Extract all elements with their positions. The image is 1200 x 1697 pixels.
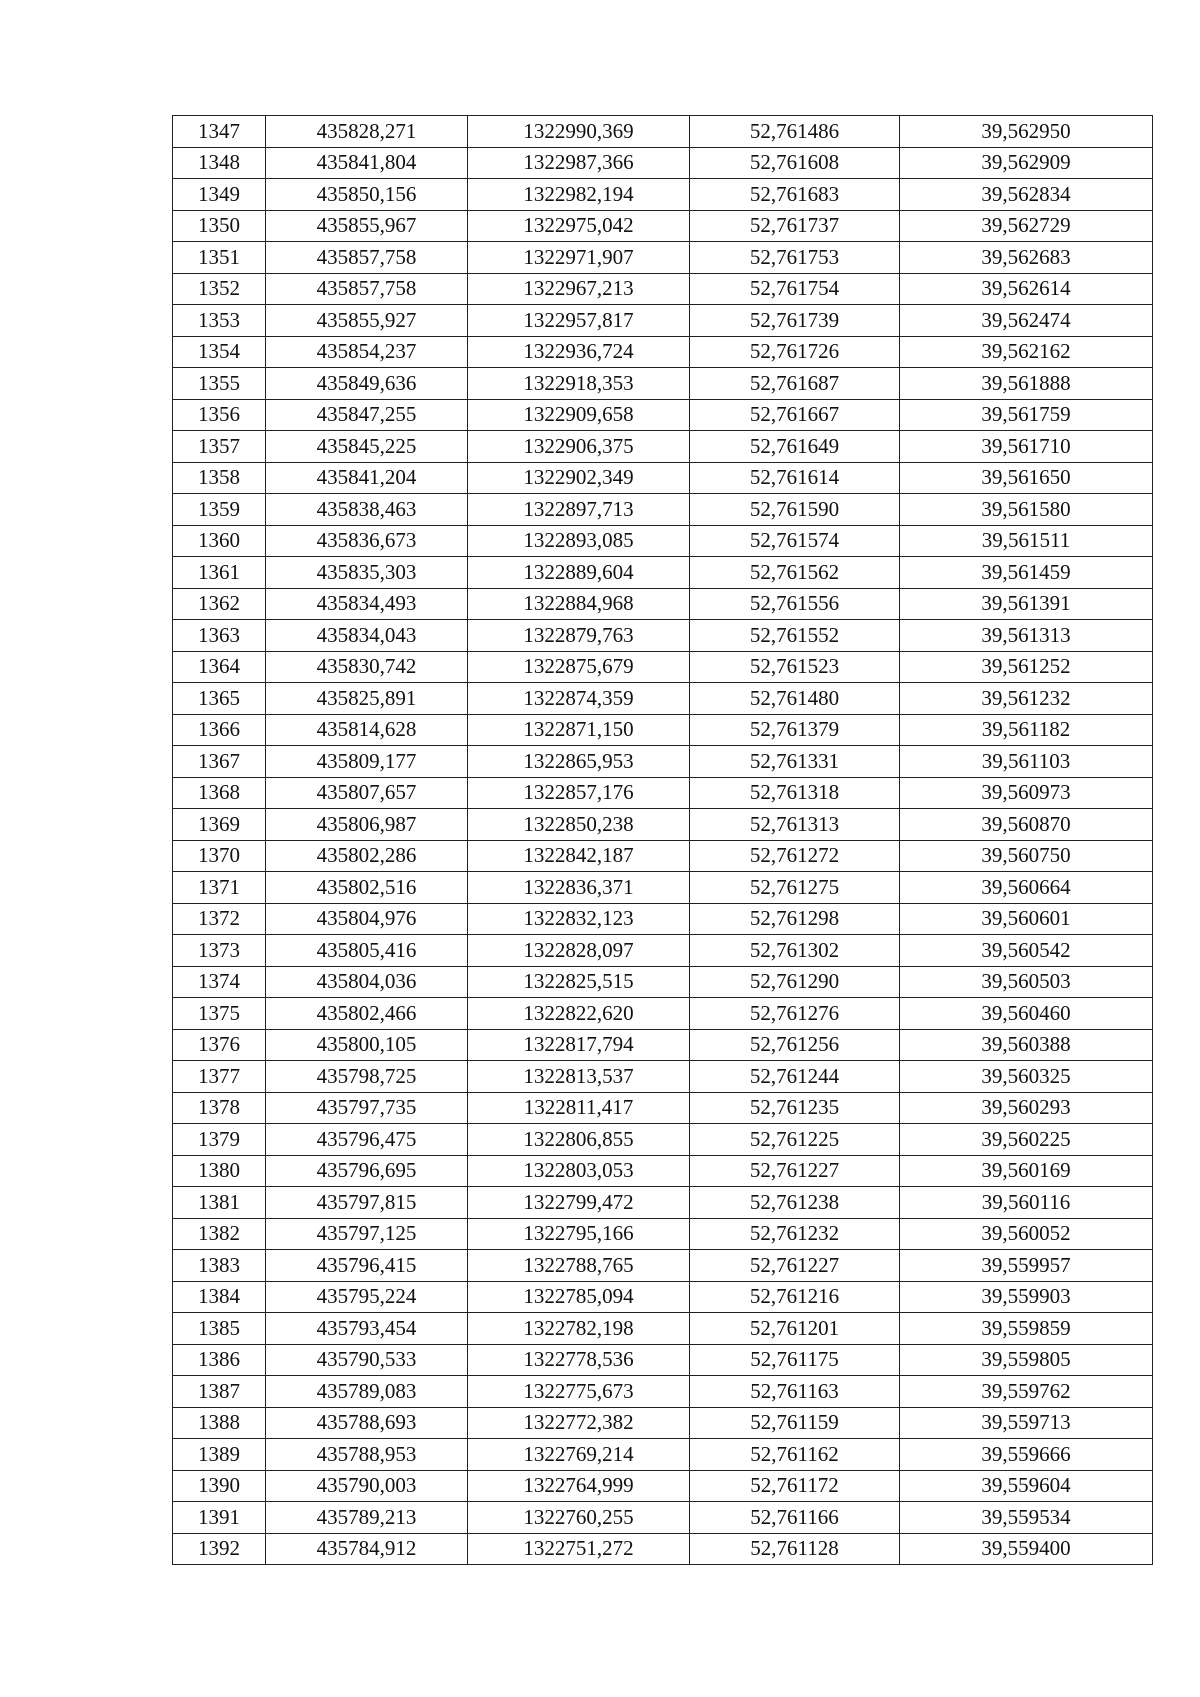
longitude-cell: 39,560870 [900, 809, 1153, 841]
y-coordinate-cell: 1322788,765 [468, 1250, 690, 1282]
x-coordinate-cell: 435788,953 [266, 1439, 468, 1471]
longitude-cell: 39,560225 [900, 1124, 1153, 1156]
longitude-cell: 39,561759 [900, 399, 1153, 431]
y-coordinate-cell: 1322811,417 [468, 1092, 690, 1124]
latitude-cell: 52,761276 [690, 998, 900, 1030]
x-coordinate-cell: 435789,083 [266, 1376, 468, 1408]
table-row [173, 809, 1153, 841]
x-coordinate-cell: 435814,628 [266, 714, 468, 746]
longitude-cell: 39,560460 [900, 998, 1153, 1030]
latitude-cell: 52,761175 [690, 1344, 900, 1376]
x-coordinate-cell: 435855,927 [266, 305, 468, 337]
x-coordinate-cell: 435802,466 [266, 998, 468, 1030]
latitude-cell: 52,761649 [690, 431, 900, 463]
point-number-cell: 1347 [173, 116, 266, 148]
table-row [173, 1313, 1153, 1345]
y-coordinate-cell: 1322850,238 [468, 809, 690, 841]
point-number-cell: 1351 [173, 242, 266, 274]
y-coordinate-cell: 1322902,349 [468, 462, 690, 494]
y-coordinate-cell: 1322764,999 [468, 1470, 690, 1502]
y-coordinate-cell: 1322897,713 [468, 494, 690, 526]
latitude-cell: 52,761590 [690, 494, 900, 526]
table-row [173, 462, 1153, 494]
y-coordinate-cell: 1322842,187 [468, 840, 690, 872]
point-number-cell: 1357 [173, 431, 266, 463]
latitude-cell: 52,761687 [690, 368, 900, 400]
table-row [173, 1502, 1153, 1534]
y-coordinate-cell: 1322836,371 [468, 872, 690, 904]
table-row [173, 840, 1153, 872]
point-number-cell: 1371 [173, 872, 266, 904]
latitude-cell: 52,761163 [690, 1376, 900, 1408]
x-coordinate-cell: 435796,475 [266, 1124, 468, 1156]
longitude-cell: 39,560973 [900, 777, 1153, 809]
latitude-cell: 52,761574 [690, 525, 900, 557]
latitude-cell: 52,761523 [690, 651, 900, 683]
x-coordinate-cell: 435788,693 [266, 1407, 468, 1439]
table-row [173, 683, 1153, 715]
latitude-cell: 52,761201 [690, 1313, 900, 1345]
latitude-cell: 52,761162 [690, 1439, 900, 1471]
longitude-cell: 39,559805 [900, 1344, 1153, 1376]
longitude-cell: 39,559713 [900, 1407, 1153, 1439]
y-coordinate-cell: 1322817,794 [468, 1029, 690, 1061]
longitude-cell: 39,562614 [900, 273, 1153, 305]
table-row [173, 746, 1153, 778]
point-number-cell: 1356 [173, 399, 266, 431]
x-coordinate-cell: 435800,105 [266, 1029, 468, 1061]
latitude-cell: 52,761726 [690, 336, 900, 368]
latitude-cell: 52,761244 [690, 1061, 900, 1093]
point-number-cell: 1374 [173, 966, 266, 998]
table-row [173, 1187, 1153, 1219]
longitude-cell: 39,562729 [900, 210, 1153, 242]
latitude-cell: 52,761298 [690, 903, 900, 935]
longitude-cell: 39,562683 [900, 242, 1153, 274]
y-coordinate-cell: 1322813,537 [468, 1061, 690, 1093]
point-number-cell: 1383 [173, 1250, 266, 1282]
point-number-cell: 1352 [173, 273, 266, 305]
longitude-cell: 39,560601 [900, 903, 1153, 935]
longitude-cell: 39,561391 [900, 588, 1153, 620]
x-coordinate-cell: 435807,657 [266, 777, 468, 809]
x-coordinate-cell: 435836,673 [266, 525, 468, 557]
point-number-cell: 1349 [173, 179, 266, 211]
latitude-cell: 52,761739 [690, 305, 900, 337]
latitude-cell: 52,761232 [690, 1218, 900, 1250]
y-coordinate-cell: 1322828,097 [468, 935, 690, 967]
longitude-cell: 39,561232 [900, 683, 1153, 715]
latitude-cell: 52,761683 [690, 179, 900, 211]
latitude-cell: 52,761272 [690, 840, 900, 872]
longitude-cell: 39,562909 [900, 147, 1153, 179]
point-number-cell: 1367 [173, 746, 266, 778]
y-coordinate-cell: 1322806,855 [468, 1124, 690, 1156]
latitude-cell: 52,761235 [690, 1092, 900, 1124]
y-coordinate-cell: 1322825,515 [468, 966, 690, 998]
y-coordinate-cell: 1322775,673 [468, 1376, 690, 1408]
longitude-cell: 39,560388 [900, 1029, 1153, 1061]
longitude-cell: 39,560169 [900, 1155, 1153, 1187]
table-row [173, 903, 1153, 935]
x-coordinate-cell: 435798,725 [266, 1061, 468, 1093]
table-row [173, 147, 1153, 179]
y-coordinate-cell: 1322803,053 [468, 1155, 690, 1187]
x-coordinate-cell: 435790,533 [266, 1344, 468, 1376]
table-row [173, 179, 1153, 211]
longitude-cell: 39,561103 [900, 746, 1153, 778]
latitude-cell: 52,761608 [690, 147, 900, 179]
table-row [173, 1218, 1153, 1250]
table-row [173, 336, 1153, 368]
longitude-cell: 39,559903 [900, 1281, 1153, 1313]
y-coordinate-cell: 1322778,536 [468, 1344, 690, 1376]
x-coordinate-cell: 435805,416 [266, 935, 468, 967]
x-coordinate-cell: 435841,204 [266, 462, 468, 494]
longitude-cell: 39,562950 [900, 116, 1153, 148]
x-coordinate-cell: 435804,976 [266, 903, 468, 935]
y-coordinate-cell: 1322832,123 [468, 903, 690, 935]
longitude-cell: 39,562162 [900, 336, 1153, 368]
longitude-cell: 39,561252 [900, 651, 1153, 683]
longitude-cell: 39,562474 [900, 305, 1153, 337]
latitude-cell: 52,761290 [690, 966, 900, 998]
x-coordinate-cell: 435857,758 [266, 242, 468, 274]
table-row [173, 399, 1153, 431]
longitude-cell: 39,559534 [900, 1502, 1153, 1534]
x-coordinate-cell: 435834,493 [266, 588, 468, 620]
point-number-cell: 1362 [173, 588, 266, 620]
x-coordinate-cell: 435845,225 [266, 431, 468, 463]
point-number-cell: 1355 [173, 368, 266, 400]
x-coordinate-cell: 435789,213 [266, 1502, 468, 1534]
point-number-cell: 1377 [173, 1061, 266, 1093]
table-row [173, 1155, 1153, 1187]
x-coordinate-cell: 435838,463 [266, 494, 468, 526]
coordinates-table [172, 115, 1153, 1565]
point-number-cell: 1354 [173, 336, 266, 368]
point-number-cell: 1391 [173, 1502, 266, 1534]
point-number-cell: 1379 [173, 1124, 266, 1156]
table-row [173, 1092, 1153, 1124]
table-row [173, 494, 1153, 526]
latitude-cell: 52,761737 [690, 210, 900, 242]
latitude-cell: 52,761614 [690, 462, 900, 494]
y-coordinate-cell: 1322857,176 [468, 777, 690, 809]
longitude-cell: 39,561888 [900, 368, 1153, 400]
longitude-cell: 39,561511 [900, 525, 1153, 557]
y-coordinate-cell: 1322909,658 [468, 399, 690, 431]
latitude-cell: 52,761480 [690, 683, 900, 715]
y-coordinate-cell: 1322906,375 [468, 431, 690, 463]
latitude-cell: 52,761256 [690, 1029, 900, 1061]
latitude-cell: 52,761331 [690, 746, 900, 778]
longitude-cell: 39,560293 [900, 1092, 1153, 1124]
longitude-cell: 39,559400 [900, 1533, 1153, 1565]
y-coordinate-cell: 1322785,094 [468, 1281, 690, 1313]
point-number-cell: 1380 [173, 1155, 266, 1187]
x-coordinate-cell: 435806,987 [266, 809, 468, 841]
table-row [173, 1029, 1153, 1061]
table-row [173, 1124, 1153, 1156]
x-coordinate-cell: 435796,695 [266, 1155, 468, 1187]
y-coordinate-cell: 1322760,255 [468, 1502, 690, 1534]
point-number-cell: 1388 [173, 1407, 266, 1439]
latitude-cell: 52,761753 [690, 242, 900, 274]
longitude-cell: 39,561313 [900, 620, 1153, 652]
point-number-cell: 1390 [173, 1470, 266, 1502]
table-row [173, 777, 1153, 809]
latitude-cell: 52,761562 [690, 557, 900, 589]
point-number-cell: 1360 [173, 525, 266, 557]
table-row [173, 872, 1153, 904]
x-coordinate-cell: 435802,286 [266, 840, 468, 872]
y-coordinate-cell: 1322884,968 [468, 588, 690, 620]
longitude-cell: 39,559957 [900, 1250, 1153, 1282]
x-coordinate-cell: 435797,815 [266, 1187, 468, 1219]
y-coordinate-cell: 1322772,382 [468, 1407, 690, 1439]
x-coordinate-cell: 435830,742 [266, 651, 468, 683]
y-coordinate-cell: 1322795,166 [468, 1218, 690, 1250]
latitude-cell: 52,761556 [690, 588, 900, 620]
table-row [173, 1061, 1153, 1093]
table-row [173, 1439, 1153, 1471]
x-coordinate-cell: 435855,967 [266, 210, 468, 242]
x-coordinate-cell: 435795,224 [266, 1281, 468, 1313]
y-coordinate-cell: 1322799,472 [468, 1187, 690, 1219]
table-row [173, 620, 1153, 652]
point-number-cell: 1365 [173, 683, 266, 715]
latitude-cell: 52,761227 [690, 1155, 900, 1187]
table-row [173, 1470, 1153, 1502]
point-number-cell: 1353 [173, 305, 266, 337]
x-coordinate-cell: 435850,156 [266, 179, 468, 211]
latitude-cell: 52,761302 [690, 935, 900, 967]
y-coordinate-cell: 1322865,953 [468, 746, 690, 778]
table-row [173, 588, 1153, 620]
longitude-cell: 39,560116 [900, 1187, 1153, 1219]
x-coordinate-cell: 435809,177 [266, 746, 468, 778]
x-coordinate-cell: 435804,036 [266, 966, 468, 998]
longitude-cell: 39,560503 [900, 966, 1153, 998]
point-number-cell: 1384 [173, 1281, 266, 1313]
point-number-cell: 1378 [173, 1092, 266, 1124]
longitude-cell: 39,561650 [900, 462, 1153, 494]
latitude-cell: 52,761379 [690, 714, 900, 746]
point-number-cell: 1389 [173, 1439, 266, 1471]
x-coordinate-cell: 435841,804 [266, 147, 468, 179]
y-coordinate-cell: 1322982,194 [468, 179, 690, 211]
table-row [173, 557, 1153, 589]
table-row [173, 714, 1153, 746]
table-row [173, 1344, 1153, 1376]
y-coordinate-cell: 1322990,369 [468, 116, 690, 148]
point-number-cell: 1382 [173, 1218, 266, 1250]
y-coordinate-cell: 1322871,150 [468, 714, 690, 746]
longitude-cell: 39,561580 [900, 494, 1153, 526]
latitude-cell: 52,761128 [690, 1533, 900, 1565]
y-coordinate-cell: 1322889,604 [468, 557, 690, 589]
longitude-cell: 39,559604 [900, 1470, 1153, 1502]
latitude-cell: 52,761159 [690, 1407, 900, 1439]
point-number-cell: 1386 [173, 1344, 266, 1376]
longitude-cell: 39,560325 [900, 1061, 1153, 1093]
y-coordinate-cell: 1322875,679 [468, 651, 690, 683]
x-coordinate-cell: 435849,636 [266, 368, 468, 400]
x-coordinate-cell: 435834,043 [266, 620, 468, 652]
point-number-cell: 1372 [173, 903, 266, 935]
y-coordinate-cell: 1322893,085 [468, 525, 690, 557]
point-number-cell: 1361 [173, 557, 266, 589]
longitude-cell: 39,560750 [900, 840, 1153, 872]
table-row [173, 431, 1153, 463]
table-row [173, 305, 1153, 337]
table-row [173, 525, 1153, 557]
latitude-cell: 52,761754 [690, 273, 900, 305]
y-coordinate-cell: 1322874,359 [468, 683, 690, 715]
y-coordinate-cell: 1322967,213 [468, 273, 690, 305]
longitude-cell: 39,559859 [900, 1313, 1153, 1345]
longitude-cell: 39,562834 [900, 179, 1153, 211]
longitude-cell: 39,559666 [900, 1439, 1153, 1471]
longitude-cell: 39,561182 [900, 714, 1153, 746]
x-coordinate-cell: 435793,454 [266, 1313, 468, 1345]
y-coordinate-cell: 1322822,620 [468, 998, 690, 1030]
longitude-cell: 39,561459 [900, 557, 1153, 589]
x-coordinate-cell: 435797,735 [266, 1092, 468, 1124]
y-coordinate-cell: 1322957,817 [468, 305, 690, 337]
y-coordinate-cell: 1322782,198 [468, 1313, 690, 1345]
latitude-cell: 52,761552 [690, 620, 900, 652]
table-row [173, 1376, 1153, 1408]
point-number-cell: 1369 [173, 809, 266, 841]
point-number-cell: 1358 [173, 462, 266, 494]
latitude-cell: 52,761275 [690, 872, 900, 904]
point-number-cell: 1350 [173, 210, 266, 242]
table-row [173, 116, 1153, 148]
x-coordinate-cell: 435796,415 [266, 1250, 468, 1282]
table-row [173, 1250, 1153, 1282]
point-number-cell: 1364 [173, 651, 266, 683]
point-number-cell: 1348 [173, 147, 266, 179]
x-coordinate-cell: 435854,237 [266, 336, 468, 368]
point-number-cell: 1363 [173, 620, 266, 652]
point-number-cell: 1381 [173, 1187, 266, 1219]
x-coordinate-cell: 435828,271 [266, 116, 468, 148]
latitude-cell: 52,761238 [690, 1187, 900, 1219]
x-coordinate-cell: 435802,516 [266, 872, 468, 904]
longitude-cell: 39,560052 [900, 1218, 1153, 1250]
latitude-cell: 52,761166 [690, 1502, 900, 1534]
latitude-cell: 52,761667 [690, 399, 900, 431]
longitude-cell: 39,560664 [900, 872, 1153, 904]
coordinates-table-body [173, 116, 1153, 1565]
y-coordinate-cell: 1322936,724 [468, 336, 690, 368]
y-coordinate-cell: 1322879,763 [468, 620, 690, 652]
y-coordinate-cell: 1322769,214 [468, 1439, 690, 1471]
y-coordinate-cell: 1322987,366 [468, 147, 690, 179]
x-coordinate-cell: 435857,758 [266, 273, 468, 305]
point-number-cell: 1375 [173, 998, 266, 1030]
x-coordinate-cell: 435797,125 [266, 1218, 468, 1250]
x-coordinate-cell: 435835,303 [266, 557, 468, 589]
table-row [173, 368, 1153, 400]
point-number-cell: 1368 [173, 777, 266, 809]
point-number-cell: 1370 [173, 840, 266, 872]
y-coordinate-cell: 1322918,353 [468, 368, 690, 400]
table-row [173, 651, 1153, 683]
table-row [173, 935, 1153, 967]
table-row [173, 1281, 1153, 1313]
point-number-cell: 1376 [173, 1029, 266, 1061]
latitude-cell: 52,761216 [690, 1281, 900, 1313]
point-number-cell: 1392 [173, 1533, 266, 1565]
table-row [173, 998, 1153, 1030]
y-coordinate-cell: 1322971,907 [468, 242, 690, 274]
latitude-cell: 52,761225 [690, 1124, 900, 1156]
table-row [173, 1533, 1153, 1565]
longitude-cell: 39,561710 [900, 431, 1153, 463]
longitude-cell: 39,560542 [900, 935, 1153, 967]
point-number-cell: 1359 [173, 494, 266, 526]
x-coordinate-cell: 435825,891 [266, 683, 468, 715]
latitude-cell: 52,761227 [690, 1250, 900, 1282]
x-coordinate-cell: 435790,003 [266, 1470, 468, 1502]
y-coordinate-cell: 1322975,042 [468, 210, 690, 242]
latitude-cell: 52,761318 [690, 777, 900, 809]
longitude-cell: 39,559762 [900, 1376, 1153, 1408]
latitude-cell: 52,761313 [690, 809, 900, 841]
point-number-cell: 1373 [173, 935, 266, 967]
x-coordinate-cell: 435784,912 [266, 1533, 468, 1565]
table-row [173, 273, 1153, 305]
latitude-cell: 52,761486 [690, 116, 900, 148]
point-number-cell: 1366 [173, 714, 266, 746]
table-row [173, 1407, 1153, 1439]
table-row [173, 966, 1153, 998]
point-number-cell: 1387 [173, 1376, 266, 1408]
latitude-cell: 52,761172 [690, 1470, 900, 1502]
table-row [173, 242, 1153, 274]
y-coordinate-cell: 1322751,272 [468, 1533, 690, 1565]
x-coordinate-cell: 435847,255 [266, 399, 468, 431]
table-row [173, 210, 1153, 242]
point-number-cell: 1385 [173, 1313, 266, 1345]
